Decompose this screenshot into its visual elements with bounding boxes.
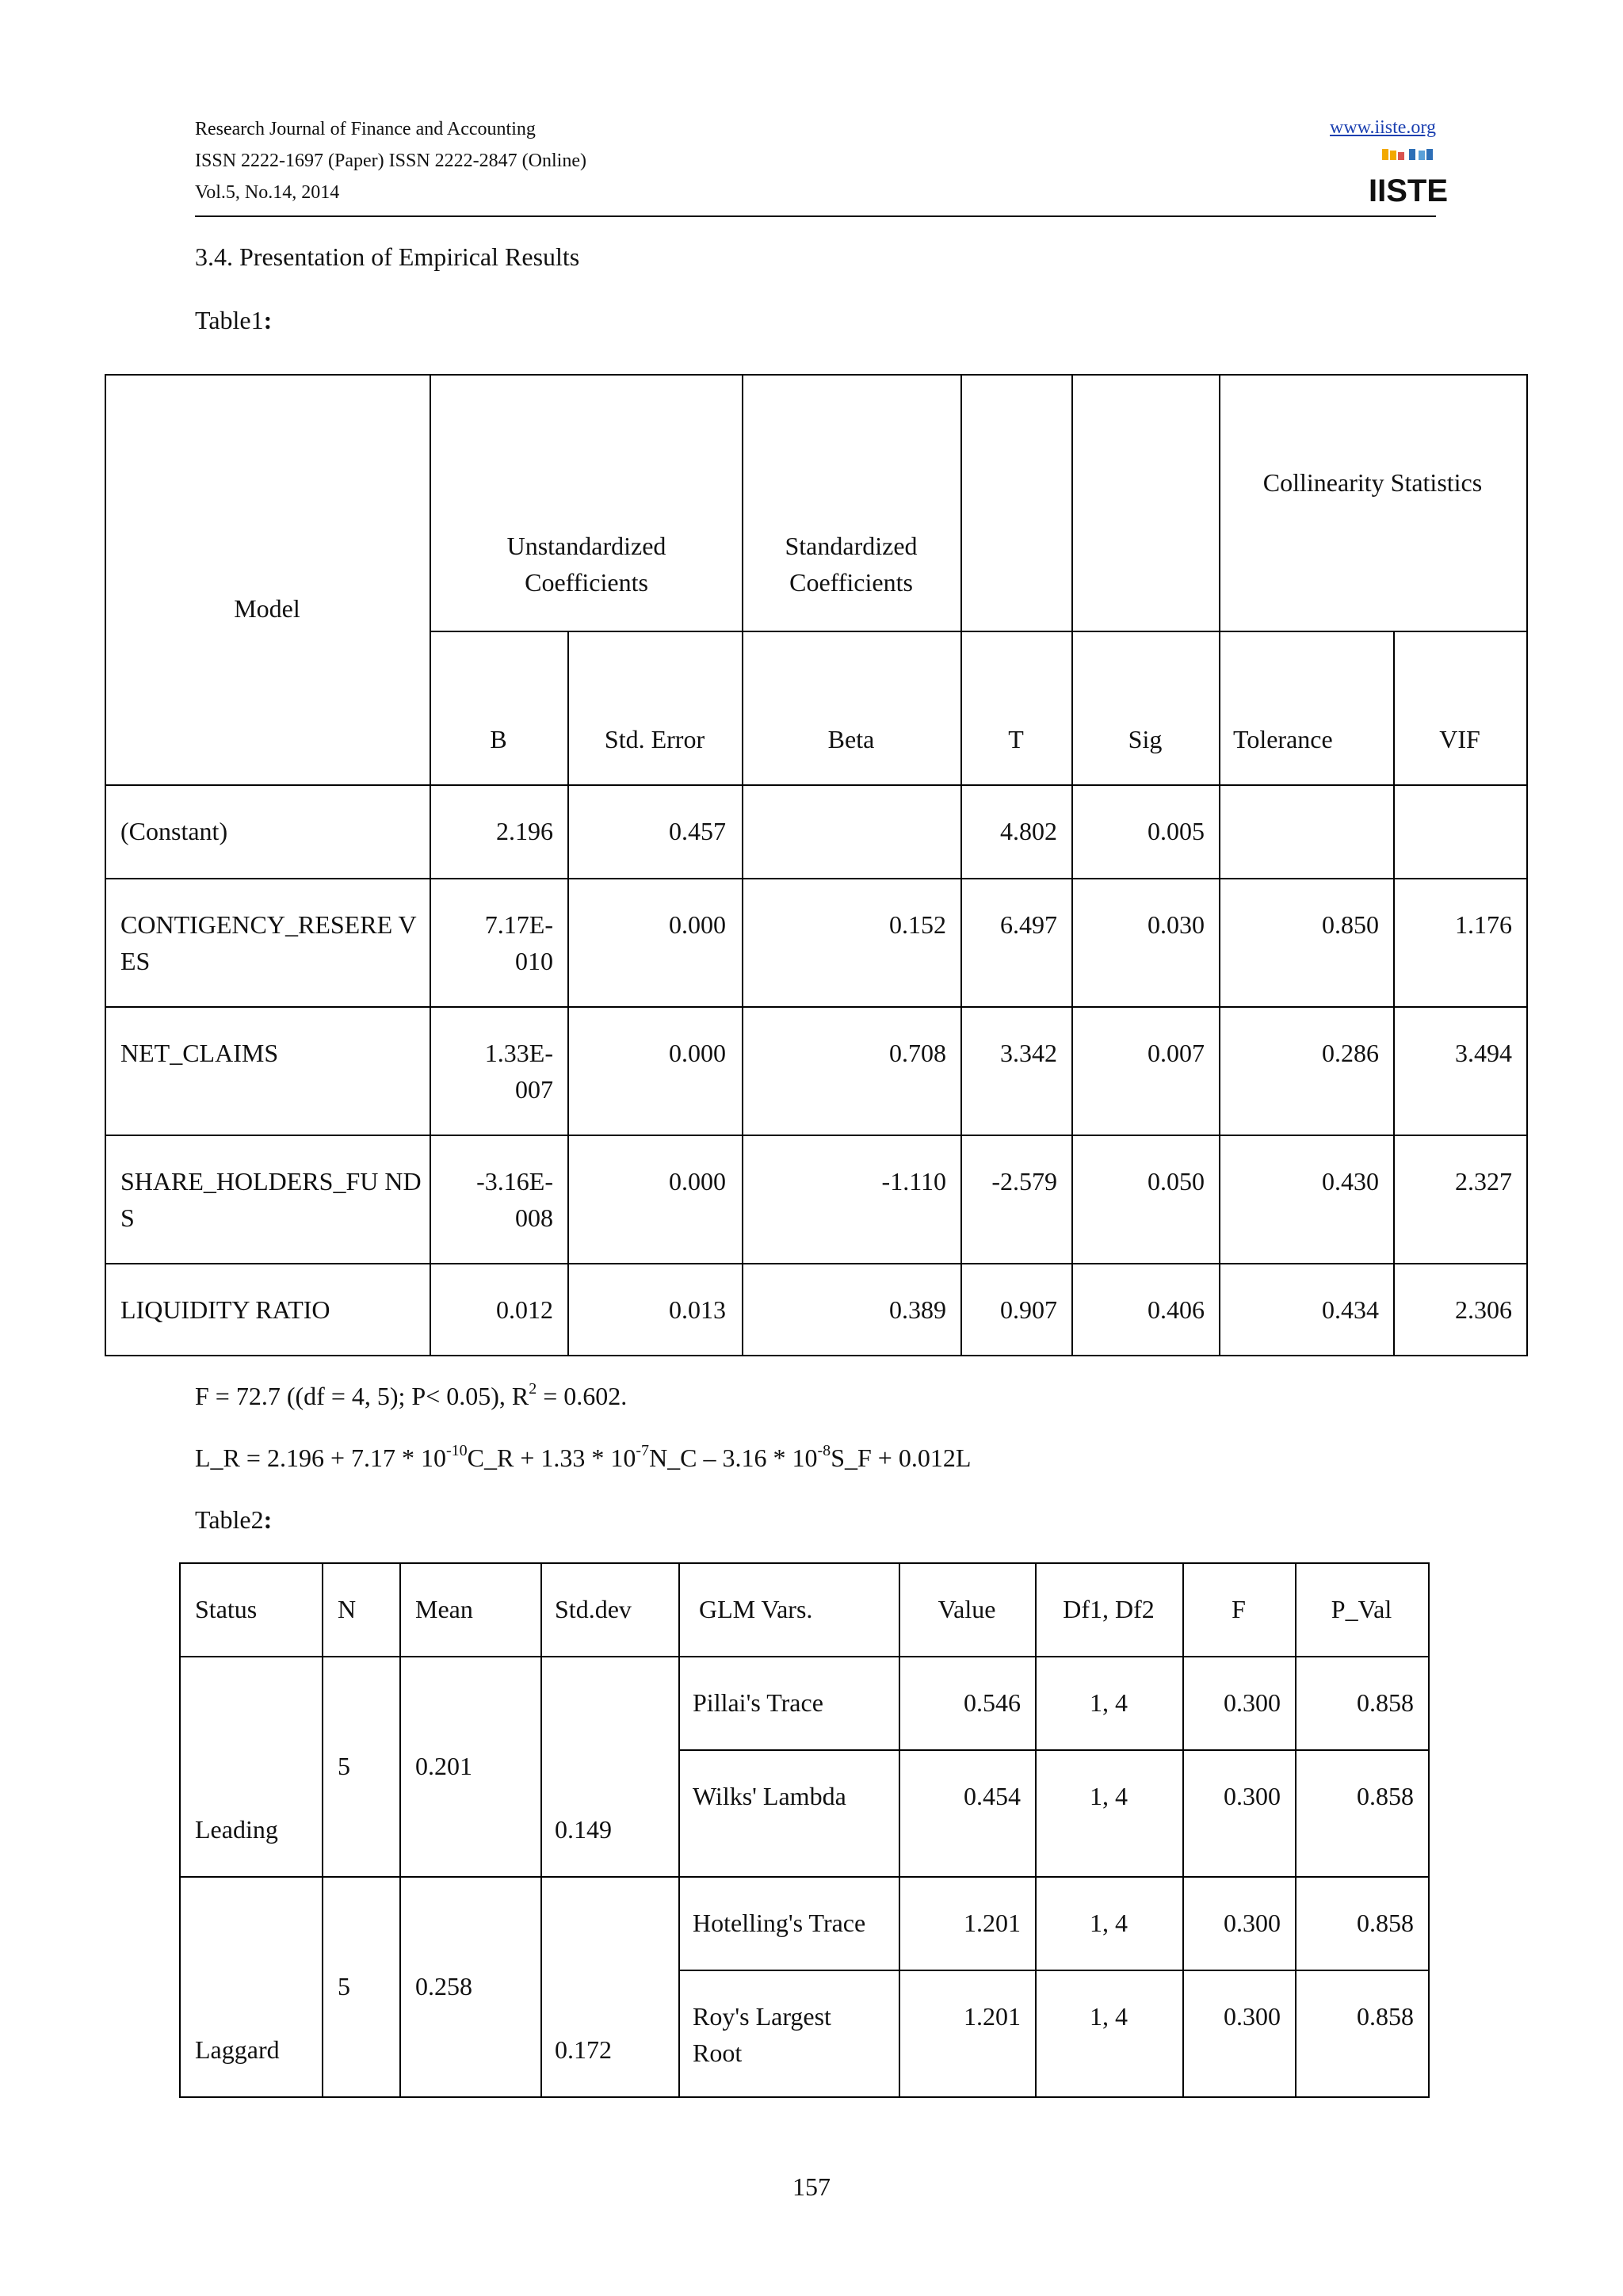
row-net-claims-vif: 3.494 xyxy=(1455,1039,1512,1067)
test-wilks-p: 0.858 xyxy=(1357,1782,1414,1810)
journal-url-link[interactable]: www.iiste.org xyxy=(1330,117,1436,138)
test-pillai-f: 0.300 xyxy=(1224,1688,1281,1717)
row-contingency-b: 7.17E- 010 xyxy=(484,910,553,975)
test-hotelling-df: 1, 4 xyxy=(1090,1909,1128,1937)
row-contingency-vif: 1.176 xyxy=(1455,910,1512,939)
row-liquidity-sig: 0.406 xyxy=(1148,1295,1205,1324)
row-share-holders-vif: 2.327 xyxy=(1455,1167,1512,1196)
t1-line xyxy=(105,1135,1526,1136)
row-constant-t: 4.802 xyxy=(1000,817,1057,845)
t1-header-divider xyxy=(430,631,1526,632)
row-share-holders-b: -3.16E- 008 xyxy=(476,1167,553,1232)
row-liquidity-std-error: 0.013 xyxy=(669,1295,726,1324)
t2-header-f: F xyxy=(1232,1595,1246,1623)
row-contingency-beta: 0.152 xyxy=(889,910,946,939)
logo-bar-2 xyxy=(1390,151,1396,160)
test-pillai-value: 0.546 xyxy=(964,1688,1021,1717)
t2-border-right xyxy=(1428,1562,1430,2098)
t1-border-right xyxy=(1526,374,1528,1356)
row-share-holders-sig: 0.050 xyxy=(1148,1167,1205,1196)
row-share-holders-model: SHARE_HOLDERS_FU NDS xyxy=(120,1167,422,1232)
header-collinearity: Collinearity Statistics xyxy=(1262,468,1483,497)
t2-header-status: Status xyxy=(195,1595,258,1623)
t2-header-std-dev: Std.dev xyxy=(555,1595,632,1623)
laggard-mean: 0.258 xyxy=(415,1972,472,2000)
t1-vline xyxy=(1219,374,1220,1356)
row-net-claims-tolerance: 0.286 xyxy=(1322,1039,1379,1067)
t2-header-mean: Mean xyxy=(415,1595,473,1623)
row-constant-std-error: 0.457 xyxy=(669,817,726,845)
test-wilks-var: Wilks' Lambda xyxy=(693,1782,846,1810)
test-hotelling-value: 1.201 xyxy=(964,1909,1021,1937)
row-contingency-sig: 0.030 xyxy=(1148,910,1205,939)
journal-name: Research Journal of Finance and Accounting xyxy=(195,119,536,139)
header-sig: Sig xyxy=(1128,725,1163,753)
row-liquidity-t: 0.907 xyxy=(1000,1295,1057,1324)
t2-header-n: N xyxy=(338,1595,357,1623)
logo-bar-6 xyxy=(1426,149,1433,160)
test-pillai-var: Pillai's Trace xyxy=(693,1688,823,1717)
leading-n: 5 xyxy=(338,1752,350,1780)
row-liquidity-beta: 0.389 xyxy=(889,1295,946,1324)
row-liquidity-tolerance: 0.434 xyxy=(1322,1295,1379,1324)
volume-line: Vol.5, No.14, 2014 xyxy=(195,182,340,203)
row-constant-b: 2.196 xyxy=(496,817,553,845)
laggard-std-dev: 0.172 xyxy=(555,2035,612,2064)
iiste-logo xyxy=(1368,147,1449,208)
t1-line xyxy=(105,784,1526,786)
logo-bar-1 xyxy=(1382,149,1388,160)
row-net-claims-beta: 0.708 xyxy=(889,1039,946,1067)
t1-vline xyxy=(430,374,431,1356)
row-share-holders-std-error: 0.000 xyxy=(669,1167,726,1196)
row-net-claims-t: 3.342 xyxy=(1000,1039,1057,1067)
row-constant-sig: 0.005 xyxy=(1148,817,1205,845)
header-std-error: Std. Error xyxy=(604,725,705,753)
header-tolerance: Tolerance xyxy=(1233,725,1333,753)
row-liquidity-b: 0.012 xyxy=(496,1295,553,1324)
logo-bar-3 xyxy=(1398,152,1404,160)
test-hotelling-p: 0.858 xyxy=(1357,1909,1414,1937)
header-unstandardized: Unstandardized Coefficients xyxy=(506,532,666,597)
header-t: T xyxy=(1008,725,1024,753)
t2-border-bottom xyxy=(179,2096,1428,2098)
t2-vline xyxy=(678,1562,680,2098)
t2-line xyxy=(179,1656,1428,1657)
t2-line xyxy=(179,1876,1428,1878)
t2-border-left xyxy=(179,1562,181,2098)
t2-header-p-val: P_Val xyxy=(1331,1595,1392,1623)
t1-line xyxy=(105,1263,1526,1264)
t1-vline xyxy=(742,374,743,1356)
header-standardized: Standardized Coefficients xyxy=(785,532,918,597)
row-constant-model: (Constant) xyxy=(120,817,228,845)
t1-vline xyxy=(960,374,962,1356)
test-roy-value: 1.201 xyxy=(964,2002,1021,2031)
row-liquidity-model: LIQUIDITY RATIO xyxy=(120,1295,330,1324)
logo-bar-5 xyxy=(1419,151,1425,160)
issn-line: ISSN 2222-1697 (Paper) ISSN 2222-2847 (Online) xyxy=(195,151,586,171)
t2-header-glm-vars: GLM Vars. xyxy=(699,1595,813,1623)
test-wilks-value: 0.454 xyxy=(964,1782,1021,1810)
test-wilks-df: 1, 4 xyxy=(1090,1782,1128,1810)
test-roy-f: 0.300 xyxy=(1224,2002,1281,2031)
laggard-n: 5 xyxy=(338,1972,350,2000)
logo-text: IISTE xyxy=(1368,174,1449,208)
test-hotelling-var: Hotelling's Trace xyxy=(693,1909,866,1937)
row-share-holders-t: -2.579 xyxy=(991,1167,1057,1196)
row-share-holders-tolerance: 0.430 xyxy=(1322,1167,1379,1196)
leading-std-dev: 0.149 xyxy=(555,1815,612,1844)
leading-status: Leading xyxy=(195,1815,278,1844)
leading-mean: 0.201 xyxy=(415,1752,472,1780)
header-vif: VIF xyxy=(1439,725,1480,753)
row-contingency-tolerance: 0.850 xyxy=(1322,910,1379,939)
t2-subline xyxy=(678,1970,1428,1971)
t1-vline xyxy=(1071,374,1073,1356)
row-net-claims-b: 1.33E- 007 xyxy=(484,1039,553,1104)
t2-vline xyxy=(322,1562,323,2098)
header-model: Model xyxy=(234,594,300,623)
test-roy-df: 1, 4 xyxy=(1090,2002,1128,2031)
row-liquidity-vif: 2.306 xyxy=(1455,1295,1512,1324)
header-rule xyxy=(195,215,1436,217)
laggard-status: Laggard xyxy=(195,2035,280,2064)
t1-border-top xyxy=(105,374,1526,376)
test-roy-p: 0.858 xyxy=(1357,2002,1414,2031)
row-net-claims-sig: 0.007 xyxy=(1148,1039,1205,1067)
row-contingency-std-error: 0.000 xyxy=(669,910,726,939)
table2-label: Table2: xyxy=(195,1505,273,1534)
row-net-claims-std-error: 0.000 xyxy=(669,1039,726,1067)
t2-border-top xyxy=(179,1562,1428,1564)
row-contingency-model: CONTIGENCY_RESERE VES xyxy=(120,910,417,975)
logo-bar-4 xyxy=(1409,149,1415,160)
t2-vline xyxy=(540,1562,542,2098)
header-beta: Beta xyxy=(827,725,875,753)
t1-line xyxy=(105,1006,1526,1008)
t2-vline xyxy=(399,1562,401,2098)
test-wilks-f: 0.300 xyxy=(1224,1782,1281,1810)
regression-equation: L_R = $2.196 + 7.17 * 10^{-10}C\_R + 1.33$ * $10^{-7}N\_C - 3.16$ * $10^{-8}S\_F + 0.012L$ xyxy=(195,1442,972,1472)
test-roy-var: Roy's Largest Root xyxy=(693,2002,831,2067)
f-statistic-equation: F = 72.7 ((df = 4, 5); P< 0.05), $R^2 = 0.602$. xyxy=(195,1380,628,1410)
row-net-claims-model: NET_CLAIMS xyxy=(120,1039,279,1067)
page-number: 157 xyxy=(792,2172,831,2201)
t1-border-bottom xyxy=(105,1355,1526,1356)
test-hotelling-f: 0.300 xyxy=(1224,1909,1281,1937)
t1-line xyxy=(105,878,1526,879)
section-title: 3.4. Presentation of Empirical Results xyxy=(195,242,580,271)
t1-border-left xyxy=(105,374,106,1356)
t2-header-df: Df1, Df2 xyxy=(1063,1595,1155,1623)
table1-label: Table1: xyxy=(195,306,273,334)
row-contingency-t: 6.497 xyxy=(1000,910,1057,939)
t2-subline xyxy=(678,1749,1428,1751)
test-pillai-df: 1, 4 xyxy=(1090,1688,1128,1717)
header-b: B xyxy=(490,725,507,753)
test-pillai-p: 0.858 xyxy=(1357,1688,1414,1717)
t2-header-value: Value xyxy=(938,1595,996,1623)
row-share-holders-beta: -1.110 xyxy=(881,1167,946,1196)
